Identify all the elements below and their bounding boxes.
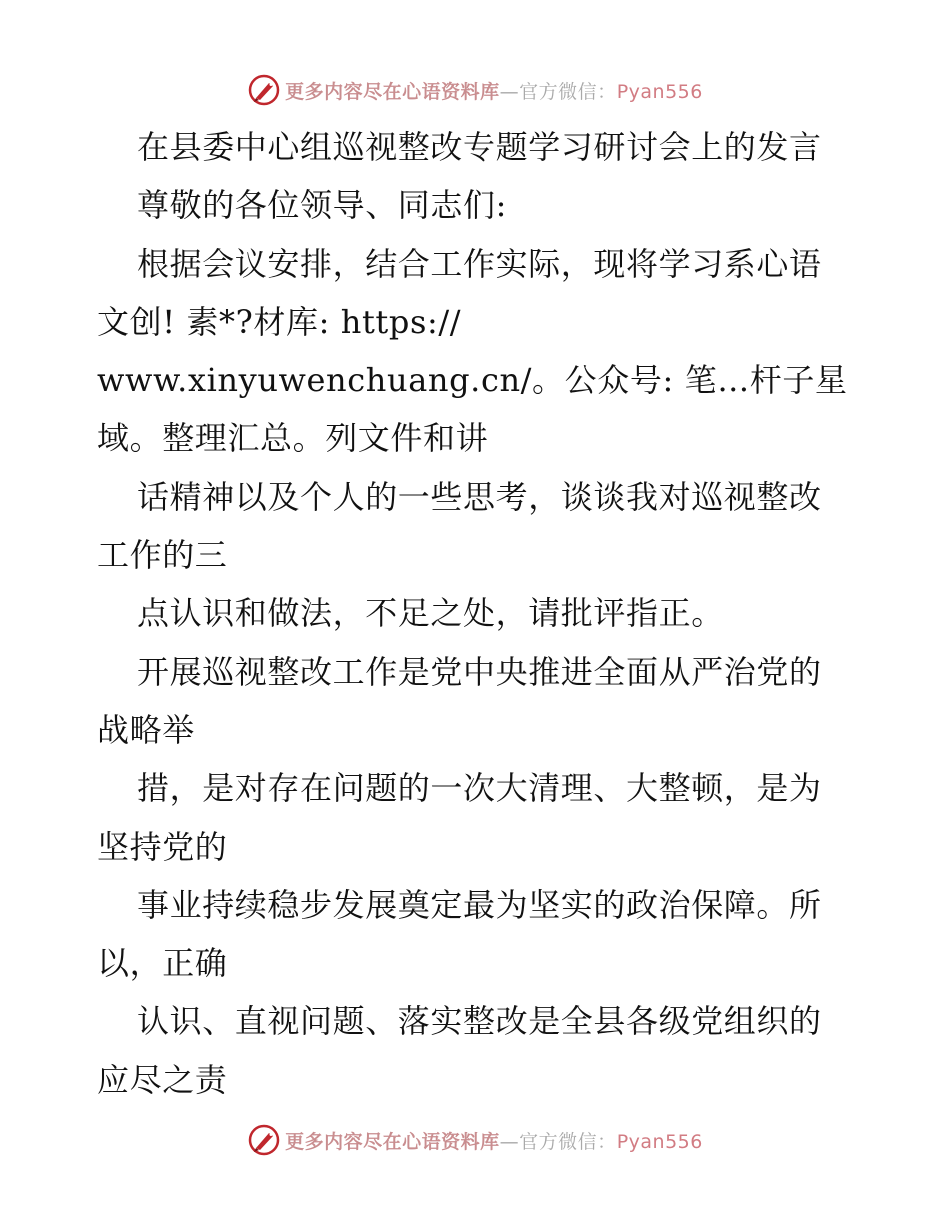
watermark-wechat-id: Pyan556 (616, 80, 703, 103)
header-watermark (0, 70, 950, 110)
doc-line: 文创! 素*?材库: https:// (97, 302, 462, 341)
watermark-separator: — (499, 80, 520, 103)
watermark-main-text: 更多内容尽在心语资料库 (285, 1130, 500, 1153)
watermark-wechat-label: 官方微信： (519, 1130, 617, 1153)
doc-line: 坚持党的 (97, 827, 228, 866)
doc-line: 以，正确 (97, 944, 228, 983)
pen-logo-icon (247, 73, 281, 107)
doc-line: www.xinyuwenchuang.cn/。公众号: 笔…杆子星 (97, 361, 848, 400)
pen-logo-icon (247, 1123, 281, 1157)
doc-line: 根据会议安排，结合工作实际，现将学习系心语 (137, 244, 822, 283)
doc-line: 开展巡视整改工作是党中央推进全面从严治党的 (137, 652, 822, 691)
doc-line: 认识、直视问题、落实整改是全县各级党组织的 (137, 1002, 822, 1041)
doc-line: 尊敬的各位领导、同志们: (137, 186, 507, 225)
watermark-wechat-label: 官方微信： (519, 80, 617, 103)
watermark-wechat-id: Pyan556 (616, 1130, 703, 1153)
doc-line: 战略举 (97, 710, 195, 749)
doc-line: 措，是对存在问题的一次大清理、大整顿，是为 (137, 769, 822, 808)
watermark-main-text: 更多内容尽在心语资料库 (285, 80, 500, 103)
watermark-separator: — (499, 1130, 520, 1153)
doc-line: 话精神以及个人的一些思考，谈谈我对巡视整改 (137, 477, 822, 516)
doc-line: 域。整理汇总。列文件和讲 (97, 419, 489, 458)
doc-line: 工作的三 (97, 536, 228, 575)
document-body (97, 118, 867, 1109)
doc-line: 应尽之责 (97, 1060, 228, 1099)
doc-line: 事业持续稳步发展奠定最为坚实的政治保障。所 (137, 885, 822, 924)
doc-title: 在县委中心组巡视整改专题学习研讨会上的发言 (137, 128, 822, 166)
doc-line: 点认识和做法，不足之处，请批评指正。 (137, 594, 724, 633)
footer-watermark (0, 1120, 950, 1160)
